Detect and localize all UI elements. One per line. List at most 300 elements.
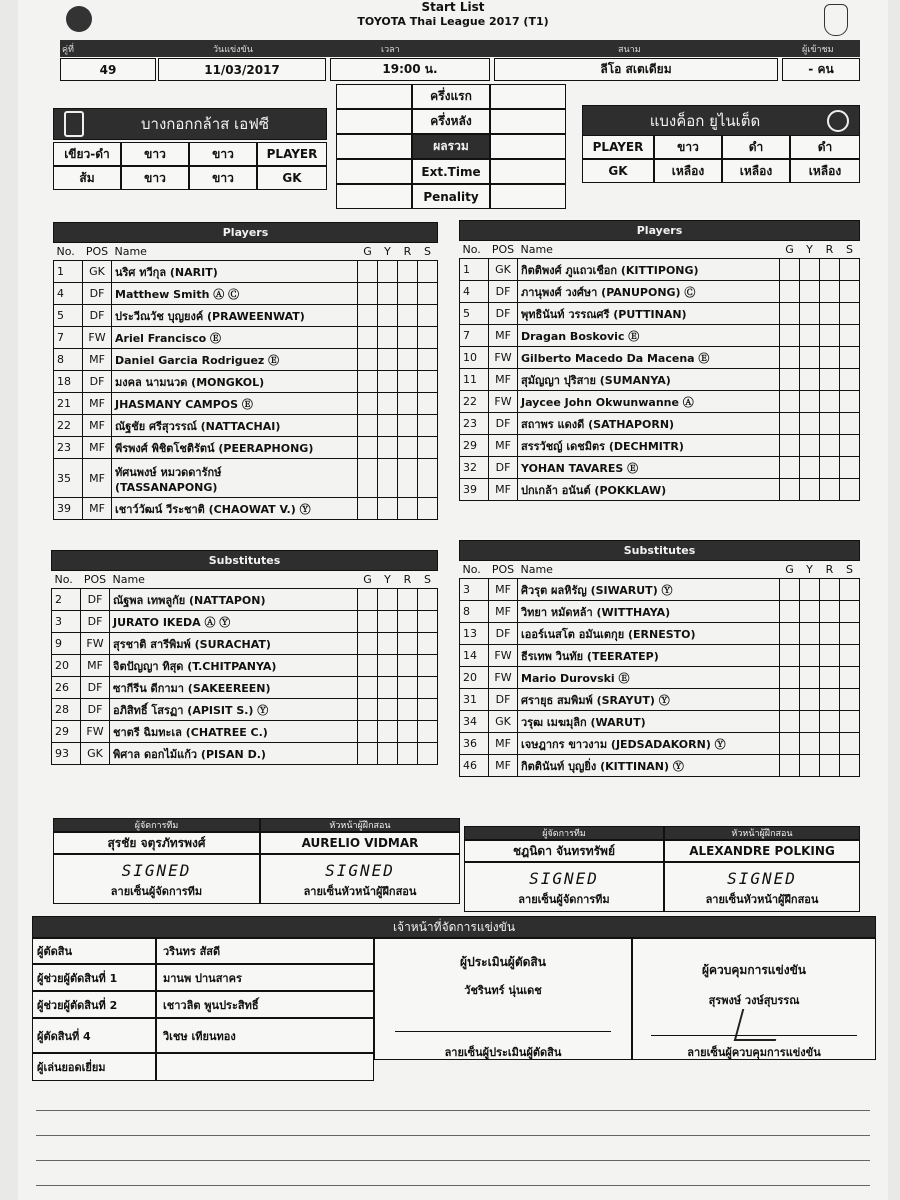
stat-cell-r xyxy=(398,261,418,283)
staff-role-header: หัวหน้าผู้ฝึกสอน xyxy=(260,818,460,832)
player-row xyxy=(52,611,438,633)
player-name-cell xyxy=(112,349,358,371)
player-row xyxy=(52,743,438,765)
time-value: 19:00 น. xyxy=(330,58,490,81)
player-position: FW xyxy=(489,347,518,369)
away-substitutes-table xyxy=(459,540,860,777)
stat-cell-y xyxy=(800,325,820,347)
stat-cell-s xyxy=(840,259,860,281)
staff-name: สุรชัย จตุรภัทรพงศ์ xyxy=(53,832,260,854)
stat-cell-y xyxy=(378,721,398,743)
staff-signature-box xyxy=(664,862,860,912)
player-name: ประวีณวัช บุญยงค์ (PRAWEENWAT) xyxy=(115,309,305,323)
player-row xyxy=(460,601,860,623)
stat-cell-s xyxy=(418,743,438,765)
player-name-cell xyxy=(110,699,358,721)
stat-cell-s xyxy=(418,305,438,327)
player-number: 35 xyxy=(54,459,83,498)
stat-cell-r xyxy=(398,743,418,765)
stat-cell-r xyxy=(820,733,840,755)
column-header-name: Name xyxy=(112,243,358,261)
player-position: DF xyxy=(81,699,110,721)
player-name: ณัฐพล เทพลูกัย (NATTAPON) xyxy=(113,593,266,607)
stat-cell-s xyxy=(840,457,860,479)
official-name xyxy=(156,1053,374,1081)
column-header-g: G xyxy=(780,241,800,259)
player-row xyxy=(460,479,860,501)
column-header-y: Y xyxy=(800,561,820,579)
stat-cell-s xyxy=(418,677,438,699)
player-number: 21 xyxy=(54,393,83,415)
player-position: DF xyxy=(83,283,112,305)
official-role: ผู้ช่วยผู้ตัดสินที่ 1 xyxy=(32,964,156,991)
stat-cell-r xyxy=(398,437,418,459)
player-name-cell xyxy=(518,347,780,369)
table-title: Players xyxy=(460,221,860,241)
player-number: 46 xyxy=(460,755,489,777)
player-number: 39 xyxy=(54,498,83,520)
stat-cell-r xyxy=(398,633,418,655)
player-number: 29 xyxy=(460,435,489,457)
player-number: 2 xyxy=(52,589,81,611)
column-header-g: G xyxy=(358,243,378,261)
player-name: ธีรเทพ วินทัย (TEERATEP) xyxy=(521,649,659,663)
handwritten-signature: SIGNED xyxy=(121,861,192,880)
column-header-name: Name xyxy=(518,241,780,259)
score-away-cell xyxy=(490,134,566,159)
kit-cell: PLAYER xyxy=(582,135,654,159)
date-label: วันแข่งขัน xyxy=(213,45,253,55)
stat-cell-r xyxy=(820,325,840,347)
player-row xyxy=(54,437,438,459)
handwritten-signature: SIGNED xyxy=(325,861,395,880)
stat-cell-y xyxy=(800,667,820,689)
stat-cell-s xyxy=(418,699,438,721)
kit-cell: ขาว xyxy=(654,135,722,159)
official-name: มานพ ปานสาคร xyxy=(156,964,374,991)
player-number: 4 xyxy=(54,283,83,305)
stat-cell-r xyxy=(398,305,418,327)
stat-cell-y xyxy=(800,413,820,435)
kit-cell: ขาว xyxy=(189,166,257,190)
player-position: DF xyxy=(81,677,110,699)
assessor-sign-label: ลายเซ็นผู้ประเมินผู้ตัดสิน xyxy=(444,1046,562,1059)
player-number: 22 xyxy=(54,415,83,437)
column-header-s: S xyxy=(840,241,860,259)
stat-cell-r xyxy=(820,623,840,645)
stat-cell-y xyxy=(800,601,820,623)
stat-cell-y xyxy=(800,369,820,391)
player-name: เจษฎากร ขาวงาม (JEDSADAKORN) Ⓨ xyxy=(521,737,726,751)
table-title-row xyxy=(460,221,860,241)
score-period-label: ครึ่งแรก xyxy=(412,84,490,109)
stat-cell-s xyxy=(418,721,438,743)
score-away-cell xyxy=(490,184,566,209)
stat-cell-y xyxy=(378,283,398,305)
stat-cell-g xyxy=(780,755,800,777)
player-position: FW xyxy=(81,633,110,655)
player-row xyxy=(54,327,438,349)
column-header-y: Y xyxy=(378,243,398,261)
stat-cell-y xyxy=(800,645,820,667)
official-role: ผู้ตัดสินที่ 4 xyxy=(32,1018,156,1053)
sheet-title: Start List xyxy=(421,0,485,14)
player-name-cell xyxy=(518,689,780,711)
stat-cell-y xyxy=(378,677,398,699)
player-number: 29 xyxy=(52,721,81,743)
player-position: MF xyxy=(81,655,110,677)
official-role: ผู้ตัดสิน xyxy=(32,938,156,964)
stat-cell-g xyxy=(358,589,378,611)
stat-cell-y xyxy=(800,579,820,601)
player-number: 20 xyxy=(52,655,81,677)
player-position: MF xyxy=(83,393,112,415)
signature-line xyxy=(395,1031,611,1032)
stat-cell-s xyxy=(840,303,860,325)
signature-label: ลายเซ็นหัวหน้าผู้ฝึกสอน xyxy=(705,893,819,906)
player-row xyxy=(54,283,438,305)
kit-cell: เขียว-ดำ xyxy=(53,142,121,166)
stat-cell-r xyxy=(820,457,840,479)
column-header-g: G xyxy=(358,571,378,589)
player-position: DF xyxy=(81,611,110,633)
score-home-cell xyxy=(336,184,412,209)
player-name-cell xyxy=(518,281,780,303)
player-name-cell xyxy=(112,305,358,327)
player-position: DF xyxy=(489,623,518,645)
stat-cell-y xyxy=(378,327,398,349)
stat-cell-g xyxy=(780,479,800,501)
player-row xyxy=(460,579,860,601)
stat-cell-r xyxy=(398,327,418,349)
player-name-cell xyxy=(112,327,358,349)
column-header-row xyxy=(54,243,438,261)
player-number: 11 xyxy=(460,369,489,391)
kit-cell: ขาว xyxy=(189,142,257,166)
player-name: ซากีรีน ดีกามา (SAKEEREEN) xyxy=(113,681,271,695)
player-row xyxy=(460,391,860,413)
stat-cell-s xyxy=(418,283,438,305)
stat-cell-s xyxy=(418,437,438,459)
player-name-cell xyxy=(518,623,780,645)
stat-cell-s xyxy=(840,391,860,413)
assessor-box xyxy=(374,938,632,1060)
player-name-cell xyxy=(518,645,780,667)
stat-cell-s xyxy=(418,498,438,520)
player-name: ชาตรี ฉิมทะเล (CHATREE C.) xyxy=(113,725,268,739)
player-name: Mario Durovski Ⓔ xyxy=(521,671,630,685)
score-away-cell xyxy=(490,159,566,184)
player-name-cell xyxy=(518,579,780,601)
stat-cell-r xyxy=(820,369,840,391)
stat-cell-g xyxy=(358,437,378,459)
player-name: Matthew Smith Ⓐ Ⓒ xyxy=(115,287,240,301)
stat-cell-r xyxy=(398,283,418,305)
stat-cell-s xyxy=(418,393,438,415)
column-header-row xyxy=(52,571,438,589)
player-name: เชาว์วัฒน์ วีระชาติ (CHAOWAT V.) Ⓨ xyxy=(115,502,311,516)
table-title-row xyxy=(54,223,438,243)
stat-cell-y xyxy=(378,655,398,677)
player-name-cell xyxy=(518,369,780,391)
stat-cell-y xyxy=(378,437,398,459)
player-name: สุรชาติ สารีพิมพ์ (SURACHAT) xyxy=(113,637,271,651)
column-header-s: S xyxy=(840,561,860,579)
stat-cell-y xyxy=(378,611,398,633)
column-header-r: R xyxy=(820,241,840,259)
stat-cell-g xyxy=(358,349,378,371)
score-period-label: Penality xyxy=(412,184,490,209)
stat-cell-g xyxy=(780,711,800,733)
player-name-cell xyxy=(110,743,358,765)
staff-role-header: ผู้จัดการทีม xyxy=(464,826,664,840)
stat-cell-y xyxy=(378,415,398,437)
kit-cell: GK xyxy=(257,166,327,190)
stat-cell-g xyxy=(358,305,378,327)
column-header-s: S xyxy=(418,571,438,589)
stat-cell-r xyxy=(820,689,840,711)
column-header-y: Y xyxy=(378,571,398,589)
player-name: JHASMANY CAMPOS Ⓔ xyxy=(115,397,253,411)
official-name: วรินทร สัสดี xyxy=(156,938,374,964)
player-position: MF xyxy=(489,479,518,501)
player-number: 3 xyxy=(52,611,81,633)
player-name: พิศาล ดอกไม้แก้ว (PISAN D.) xyxy=(113,747,266,761)
official-name: เชาวลิต พูนประสิทธิ์ xyxy=(156,991,374,1018)
stat-cell-s xyxy=(840,369,860,391)
player-number: 23 xyxy=(460,413,489,435)
column-header-name: Name xyxy=(518,561,780,579)
player-row xyxy=(460,645,860,667)
player-number: 28 xyxy=(52,699,81,721)
player-row xyxy=(52,655,438,677)
stat-cell-s xyxy=(840,711,860,733)
player-row xyxy=(54,349,438,371)
stat-cell-y xyxy=(800,435,820,457)
player-name: เออร์เนสโต อมันเตกุย (ERNESTO) xyxy=(521,627,696,641)
stat-cell-y xyxy=(378,261,398,283)
column-header-no: No. xyxy=(54,243,83,261)
player-number: 7 xyxy=(460,325,489,347)
player-row xyxy=(52,699,438,721)
signature-label: ลายเซ็นหัวหน้าผู้ฝึกสอน xyxy=(303,885,417,898)
spectators-value: - คน xyxy=(782,58,860,81)
table-title-row xyxy=(52,551,438,571)
stat-cell-g xyxy=(780,413,800,435)
commissioner-signature-icon xyxy=(734,1009,785,1041)
score-home-cell xyxy=(336,109,412,134)
stat-cell-y xyxy=(800,689,820,711)
kit-cell: เหลือง xyxy=(722,159,790,183)
stat-cell-y xyxy=(378,371,398,393)
column-header-pos: POS xyxy=(81,571,110,589)
score-period-label: ผลรวม xyxy=(412,134,490,159)
stat-cell-s xyxy=(840,479,860,501)
player-position: FW xyxy=(489,391,518,413)
stat-cell-g xyxy=(780,689,800,711)
player-name-cell xyxy=(112,393,358,415)
stat-cell-s xyxy=(840,755,860,777)
player-name-cell xyxy=(110,589,358,611)
stat-cell-g xyxy=(780,645,800,667)
table-title-row xyxy=(460,541,860,561)
handwritten-signature: SIGNED xyxy=(727,869,797,888)
player-name: สรรวัชญ์ เดชมิตร (DECHMITR) xyxy=(521,439,684,453)
player-name: สถาพร แดงดี (SATHAPORN) xyxy=(521,417,675,431)
score-away-cell xyxy=(490,84,566,109)
player-number: 10 xyxy=(460,347,489,369)
player-name-cell xyxy=(518,711,780,733)
away-crest-icon xyxy=(827,110,849,132)
away-team-header xyxy=(582,105,860,137)
stat-cell-g xyxy=(358,743,378,765)
column-header-s: S xyxy=(418,243,438,261)
player-row xyxy=(460,325,860,347)
stat-cell-y xyxy=(800,479,820,501)
stat-cell-y xyxy=(800,623,820,645)
player-row xyxy=(460,711,860,733)
player-number: 22 xyxy=(460,391,489,413)
player-name-cell xyxy=(518,667,780,689)
player-number: 34 xyxy=(460,711,489,733)
score-period-label: Ext.Time xyxy=(412,159,490,184)
player-row xyxy=(460,347,860,369)
player-position: GK xyxy=(489,711,518,733)
commissioner-name: สุรพงษ์ วงษ์สุบรรณ xyxy=(708,994,800,1007)
player-number: 1 xyxy=(460,259,489,281)
stat-cell-y xyxy=(378,498,398,520)
player-number: 93 xyxy=(52,743,81,765)
player-number: 3 xyxy=(460,579,489,601)
staff-role-header: ผู้จัดการทีม xyxy=(53,818,260,832)
stat-cell-r xyxy=(398,459,418,498)
column-header-row xyxy=(460,241,860,259)
player-row xyxy=(54,415,438,437)
stat-cell-g xyxy=(780,259,800,281)
kit-cell: PLAYER xyxy=(257,142,327,166)
stat-cell-y xyxy=(800,281,820,303)
kit-cell: เหลือง xyxy=(790,159,860,183)
player-position: DF xyxy=(81,589,110,611)
stat-cell-s xyxy=(840,281,860,303)
stat-cell-g xyxy=(358,371,378,393)
score-home-cell xyxy=(336,159,412,184)
player-number: 8 xyxy=(460,601,489,623)
player-row xyxy=(460,733,860,755)
player-position: DF xyxy=(83,305,112,327)
column-header-pos: POS xyxy=(83,243,112,261)
score-period-label: ครึ่งหลัง xyxy=(412,109,490,134)
stat-cell-g xyxy=(358,677,378,699)
player-name-cell xyxy=(110,677,358,699)
player-position: GK xyxy=(489,259,518,281)
player-name: พุทธินันท์ วรรณศรี (PUTTINAN) xyxy=(521,307,687,321)
stat-cell-g xyxy=(780,579,800,601)
staff-signature-box xyxy=(53,854,260,904)
stat-cell-r xyxy=(398,415,418,437)
player-row xyxy=(460,303,860,325)
stat-cell-s xyxy=(840,601,860,623)
commissioner-box xyxy=(632,938,876,1060)
home-team-header xyxy=(53,108,327,140)
match-no-label: คู่ที่ xyxy=(62,45,74,55)
date-value: 11/03/2017 xyxy=(158,58,326,81)
stat-cell-y xyxy=(800,733,820,755)
ruled-line xyxy=(36,1185,870,1186)
home-team-name: บางกอกกล้าส เอฟซี xyxy=(141,115,269,133)
player-name: จิตปัญญา ทิสุด (T.CHITPANYA) xyxy=(113,659,277,673)
player-name: JURATO IKEDA Ⓐ Ⓨ xyxy=(113,615,231,629)
stat-cell-s xyxy=(840,645,860,667)
stat-cell-r xyxy=(820,391,840,413)
stat-cell-y xyxy=(378,743,398,765)
player-name: Ariel Francisco Ⓔ xyxy=(115,331,222,345)
player-number: 8 xyxy=(54,349,83,371)
stat-cell-r xyxy=(820,667,840,689)
player-row xyxy=(52,677,438,699)
stat-cell-y xyxy=(378,349,398,371)
stat-cell-g xyxy=(780,369,800,391)
stat-cell-r xyxy=(398,393,418,415)
stat-cell-r xyxy=(820,347,840,369)
ruled-line xyxy=(36,1135,870,1136)
staff-name: AURELIO VIDMAR xyxy=(260,832,460,854)
player-name-cell xyxy=(112,498,358,520)
player-name: กิตติพงศ์ ภูแถวเชือก (KITTIPONG) xyxy=(521,263,699,277)
stat-cell-g xyxy=(358,498,378,520)
column-header-no: No. xyxy=(460,241,489,259)
column-header-pos: POS xyxy=(489,561,518,579)
stat-cell-s xyxy=(840,579,860,601)
table-title: Substitutes xyxy=(460,541,860,561)
stat-cell-s xyxy=(418,327,438,349)
player-position: MF xyxy=(83,415,112,437)
player-number: 31 xyxy=(460,689,489,711)
stat-cell-r xyxy=(820,435,840,457)
player-name-cell xyxy=(518,391,780,413)
venue-label: สนาม xyxy=(618,45,641,55)
kit-cell: ดำ xyxy=(790,135,860,159)
table-title: Substitutes xyxy=(52,551,438,571)
stat-cell-g xyxy=(358,633,378,655)
league-name: TOYOTA Thai League 2017 (T1) xyxy=(357,15,549,28)
home-players-table xyxy=(53,222,438,520)
stat-cell-g xyxy=(358,459,378,498)
stat-cell-y xyxy=(800,755,820,777)
player-row xyxy=(54,305,438,327)
officials-title: เจ้าหน้าที่จัดการแข่งขัน xyxy=(392,919,516,934)
player-number: 20 xyxy=(460,667,489,689)
stat-cell-r xyxy=(820,259,840,281)
stat-cell-s xyxy=(418,349,438,371)
stat-cell-r xyxy=(820,645,840,667)
player-name: ศรายุธ สมพิมพ์ (SRAYUT) Ⓨ xyxy=(521,693,670,707)
stat-cell-y xyxy=(378,459,398,498)
ruled-line xyxy=(36,1160,870,1161)
player-number: 36 xyxy=(460,733,489,755)
player-position: MF xyxy=(489,435,518,457)
kit-cell: ขาว xyxy=(121,142,189,166)
stat-cell-y xyxy=(800,303,820,325)
score-home-cell xyxy=(336,134,412,159)
stat-cell-g xyxy=(780,303,800,325)
player-row xyxy=(54,498,438,520)
player-name-cell xyxy=(518,413,780,435)
player-row xyxy=(460,755,860,777)
player-number: 26 xyxy=(52,677,81,699)
player-name-cell xyxy=(518,601,780,623)
player-name-cell xyxy=(518,325,780,347)
